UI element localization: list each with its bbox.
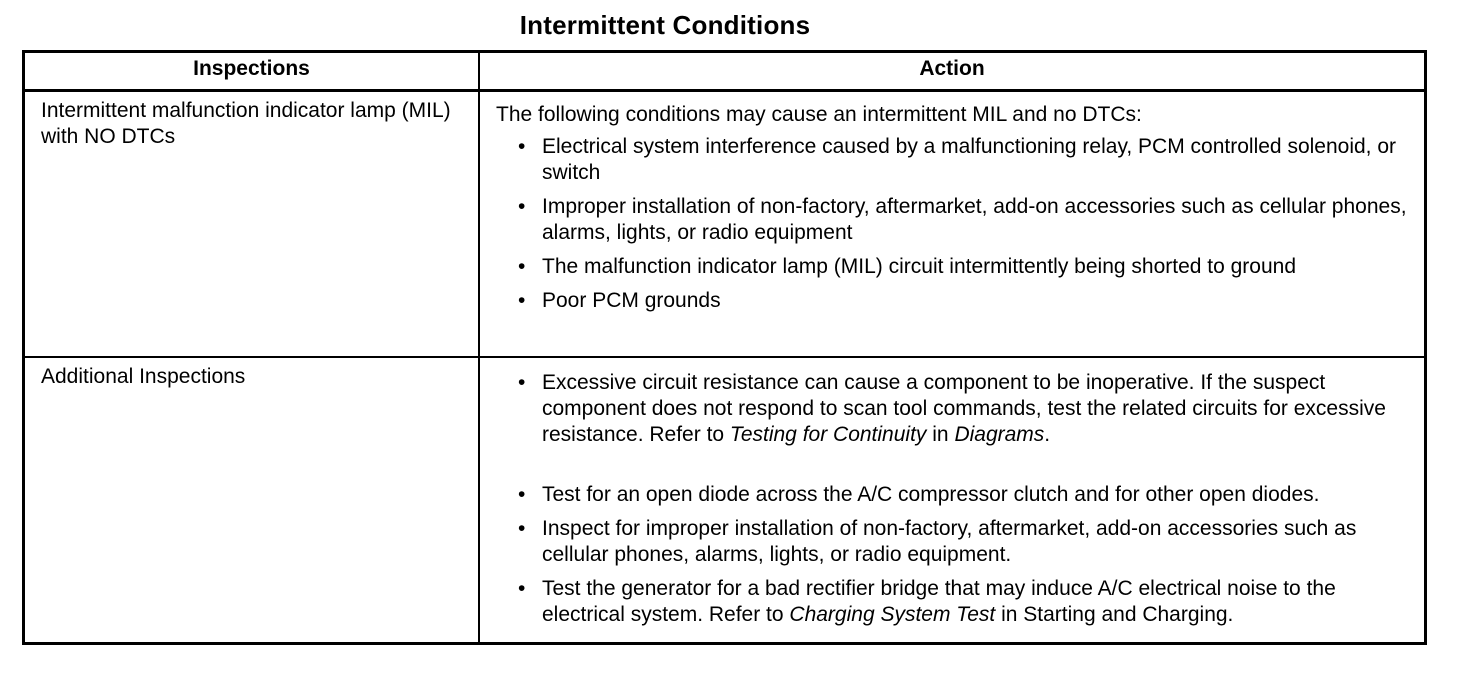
bullet-icon: •: [518, 371, 526, 394]
bullet-icon: •: [518, 483, 526, 506]
reference-link-text: Testing for Continuity: [729, 423, 927, 446]
action-cell: [479, 91, 1426, 358]
reference-link-text: Diagrams: [954, 423, 1045, 446]
list-item-text: Improper installation of non-factory, aftermarket, add-on accessories such as cellular phones, alarms, lights, or radio equipment: [542, 195, 1407, 244]
list-item-text: Electrical system interference caused by a malfunctioning relay, PCM controlled solenoid, or switch: [542, 135, 1397, 184]
table-row: [24, 357, 1426, 644]
list-item: [516, 516, 1410, 568]
list-item-text: Test the generator for a bad rectifier bridge that may induce A/C electrical noise to the electrical system. Refer to: [542, 577, 1336, 626]
inspection-cell: Additional Inspections: [24, 357, 480, 644]
list-item: [516, 288, 1410, 314]
list-item-text: Poor PCM grounds: [542, 289, 721, 312]
conditions-table: [22, 50, 1427, 645]
list-item-text: Test for an open diode across the A/C compressor clutch and for other open diodes.: [542, 483, 1320, 506]
reference-link-text: Charging System Test: [789, 603, 996, 626]
list-item-text: The malfunction indicator lamp (MIL) circuit intermittently being shorted to ground: [542, 255, 1297, 278]
bullet-icon: •: [518, 255, 526, 278]
bullet-icon: •: [518, 517, 526, 540]
list-item: [516, 194, 1410, 246]
list-item-text: in: [926, 423, 955, 446]
action-intro: The following conditions may cause an intermittent MIL and no DTCs:: [496, 103, 1142, 126]
inspection-cell: Intermittent malfunction indicator lamp (MIL) with NO DTCs: [24, 91, 480, 358]
action-list: [496, 134, 1410, 314]
table-header-row: [24, 52, 1426, 91]
list-item-text: Inspect for improper installation of non-factory, aftermarket, add-on accessories such as cellular phones, alarms, lights, or radio equipment.: [542, 517, 1357, 566]
action-cell: [479, 357, 1426, 644]
list-item: [516, 134, 1410, 186]
table-row: [24, 91, 1426, 358]
header-action: Action: [479, 52, 1426, 91]
bullet-icon: •: [518, 195, 526, 218]
page-title: Intermittent Conditions: [519, 10, 811, 40]
list-item: [516, 482, 1410, 508]
list-item-text: Excessive circuit resistance can cause a component to be inoperative. If the suspect component does not respond to scan tool commands, test the related circuits for excessive resistance. Refer to: [542, 371, 1386, 446]
list-item: [516, 576, 1410, 628]
action-list: [496, 370, 1410, 628]
list-item-text: in Starting and Charging.: [995, 603, 1234, 626]
bullet-icon: •: [518, 577, 526, 600]
list-item: [516, 370, 1410, 448]
header-inspections: Inspections: [24, 52, 480, 91]
bullet-icon: •: [518, 289, 526, 312]
list-item-text: .: [1044, 423, 1051, 446]
list-item: [516, 254, 1410, 280]
bullet-icon: •: [518, 135, 526, 158]
